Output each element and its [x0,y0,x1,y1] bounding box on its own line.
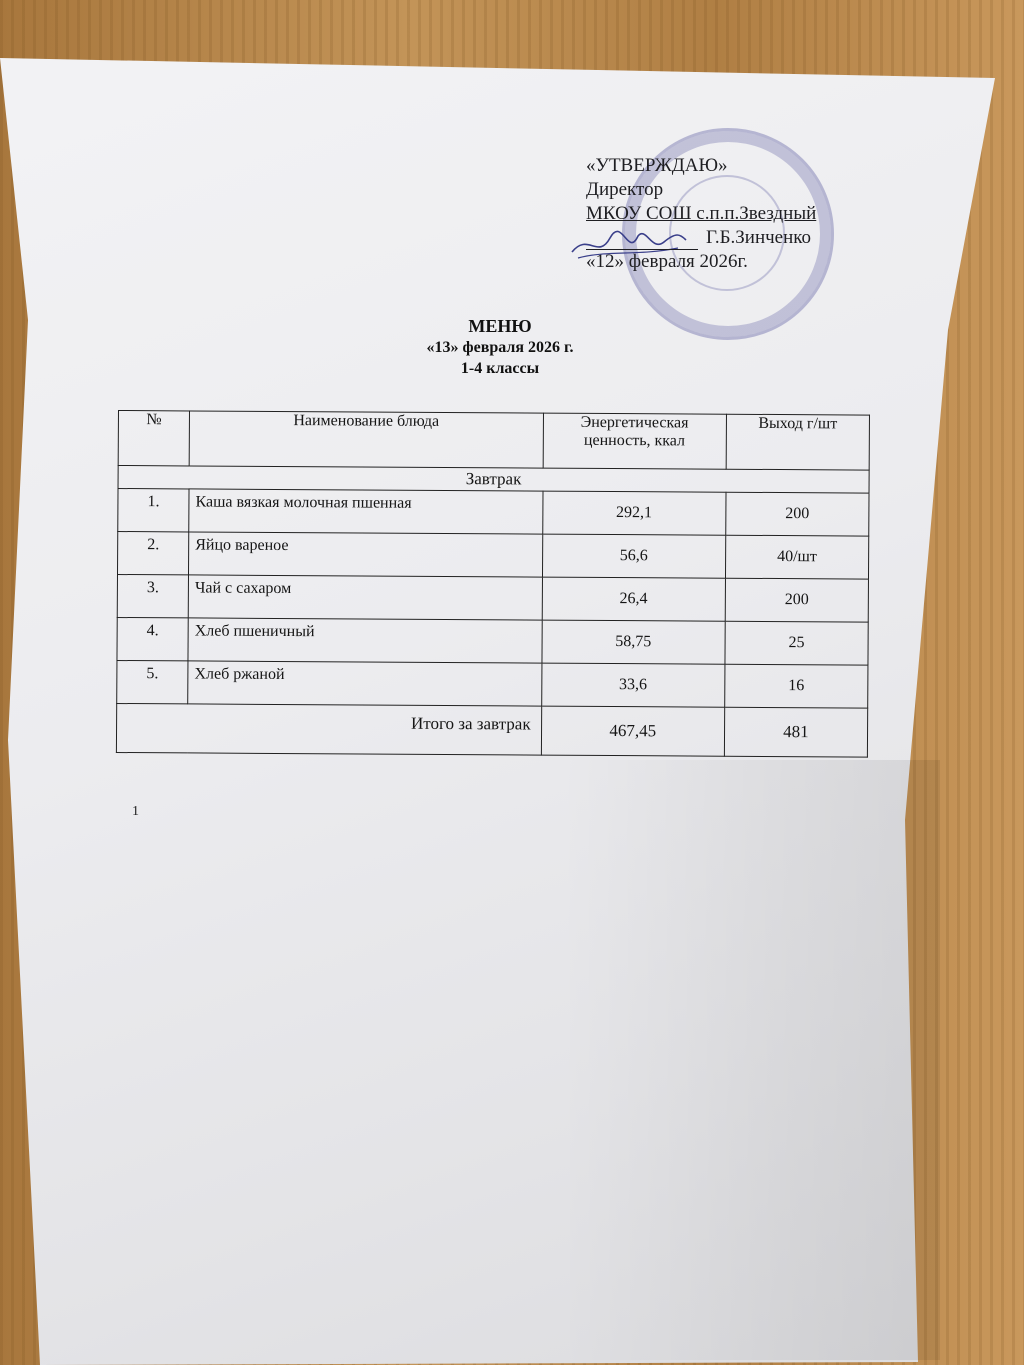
table-row [117,660,868,708]
header-num: № [118,411,189,466]
row-num: 4. [117,617,188,660]
approval-position: Директор [586,179,664,200]
table-row [117,575,868,623]
row-name: Хлеб ржаной [188,661,542,706]
row-output: 200 [725,578,868,622]
table-header-row [118,411,869,471]
total-label: Итого за завтрак [116,703,541,755]
approval-block [586,154,886,274]
row-kcal: 56,6 [542,534,725,578]
title-menu: МЕНЮ [468,316,532,336]
row-num: 3. [117,575,188,618]
table-row [117,532,868,580]
row-num: 5. [117,660,188,703]
title-date: «13» февраля 2026 г. [426,339,574,356]
header-kcal: Энергетическая ценность, ккал [543,413,727,469]
paper-shadow [560,760,940,1360]
row-num: 1. [118,489,189,532]
menu-title [330,316,670,379]
row-name: Яйцо вареное [189,532,543,577]
row-num: 2. [117,532,188,575]
section-breakfast: Завтрак [118,466,869,494]
row-output: 200 [726,492,869,536]
signature-line [586,233,698,250]
total-kcal: 467,45 [541,706,725,756]
menu-table [116,410,870,758]
total-output: 481 [724,707,867,757]
row-name: Каша вязкая молочная пшенная [189,489,543,534]
row-name: Чай с сахаром [188,575,542,620]
row-output: 16 [724,664,867,708]
title-grades: 1-4 классы [460,360,540,377]
row-output: 40/шт [725,535,868,579]
total-row [116,703,867,757]
header-output: Выход г/шт [726,414,870,470]
row-kcal: 58,75 [542,620,725,664]
approval-date: «12» февраля 2026г. [586,251,748,272]
approval-signer-line [586,226,886,250]
page-footnote: 1 [132,804,139,819]
row-kcal: 26,4 [542,577,725,621]
table-row [117,617,868,665]
approval-school: МКОУ СОШ с.п.п.Звездный [586,203,817,224]
row-kcal: 292,1 [542,491,725,535]
row-kcal: 33,6 [541,663,724,707]
approval-header: «УТВЕРЖДАЮ» [586,155,728,176]
approval-signer: Г.Б.Зинченко [706,227,812,248]
header-name: Наименование блюда [189,411,543,468]
row-output: 25 [725,621,868,665]
row-name: Хлеб пшеничный [188,618,542,663]
table-row [118,489,869,537]
